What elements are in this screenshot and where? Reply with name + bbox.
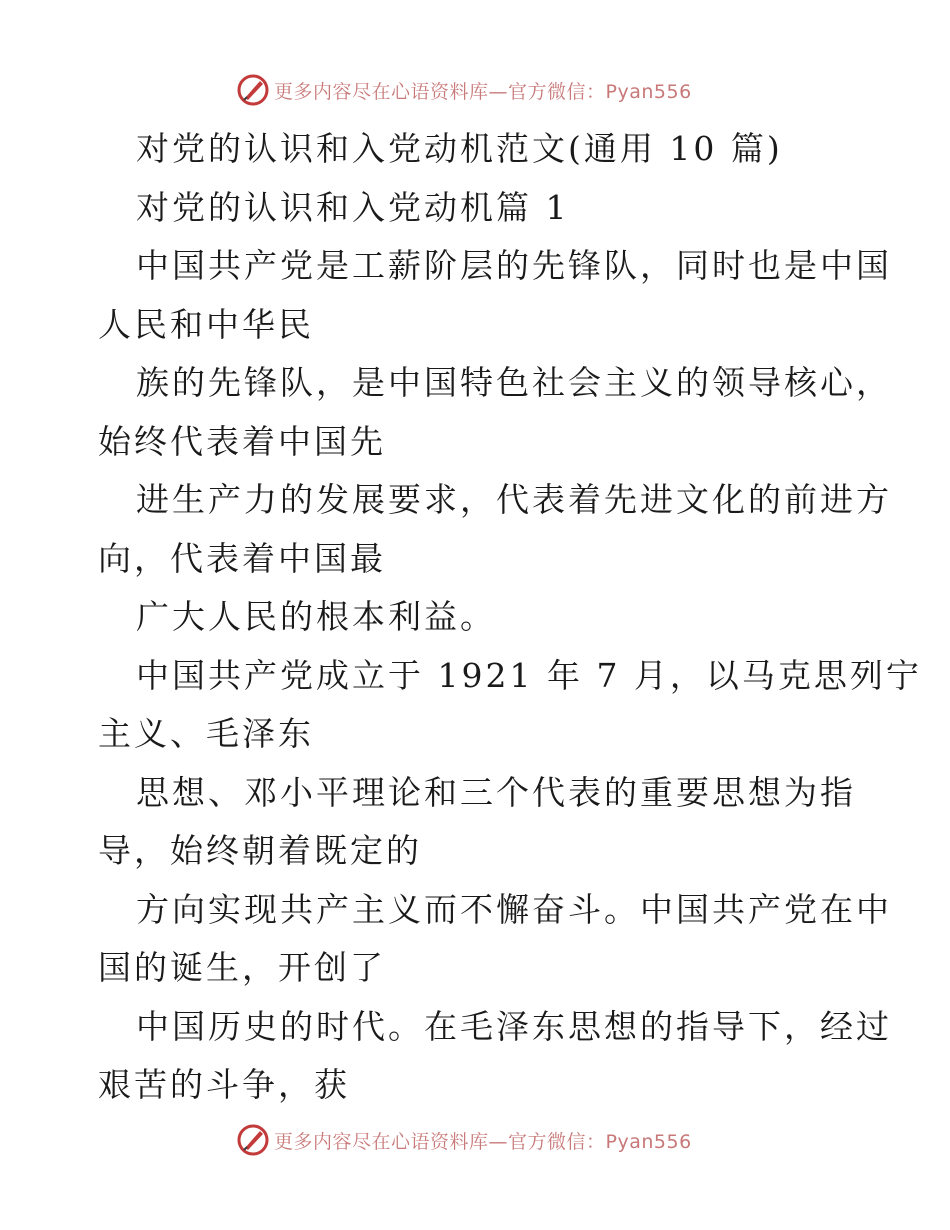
text-line: 族的先锋队，是中国特色社会主义的领导核心， — [136, 363, 892, 402]
text-line: 向，代表着中国最 — [98, 538, 386, 578]
text-line: 中国共产党成立于 1921 年 7 月，以马克思列宁 — [136, 655, 922, 695]
watermark-text: 更多内容尽在心语资料库—官方微信：Pyan556 — [274, 80, 692, 103]
watermark-text: 更多内容尽在心语资料库—官方微信：Pyan556 — [274, 1130, 692, 1153]
text-line: 主义、毛泽东 — [98, 714, 314, 753]
header-watermark — [236, 72, 692, 108]
footer-watermark — [236, 1122, 692, 1158]
quill-logo-icon — [236, 1123, 270, 1157]
text-line: 中国共产党是工薪阶层的先锋队，同时也是中国 — [136, 246, 892, 285]
text-line: 国的诞生，开创了 — [98, 948, 386, 987]
text-line: 进生产力的发展要求，代表着先进文化的前进方 — [136, 480, 892, 519]
text-line: 人民和中华民 — [98, 304, 314, 344]
quill-logo-icon — [236, 73, 270, 107]
text-line: 广大人民的根本利益。 — [136, 597, 496, 636]
document-body — [98, 120, 922, 1115]
text-line: 思想、邓小平理论和三个代表的重要思想为指 — [136, 772, 856, 812]
text-line: 方向实现共产主义而不懈奋斗。中国共产党在中 — [136, 889, 892, 929]
text-line: 艰苦的斗争，获 — [98, 1065, 350, 1104]
text-line: 中国历史的时代。在毛泽东思想的指导下，经过 — [136, 1006, 892, 1046]
text-line: 对党的认识和入党动机篇 1 — [136, 187, 570, 227]
text-line: 对党的认识和入党动机范文(通用 10 篇) — [136, 129, 783, 168]
text-line: 导，始终朝着既定的 — [98, 831, 422, 870]
text-line: 始终代表着中国先 — [98, 421, 386, 461]
